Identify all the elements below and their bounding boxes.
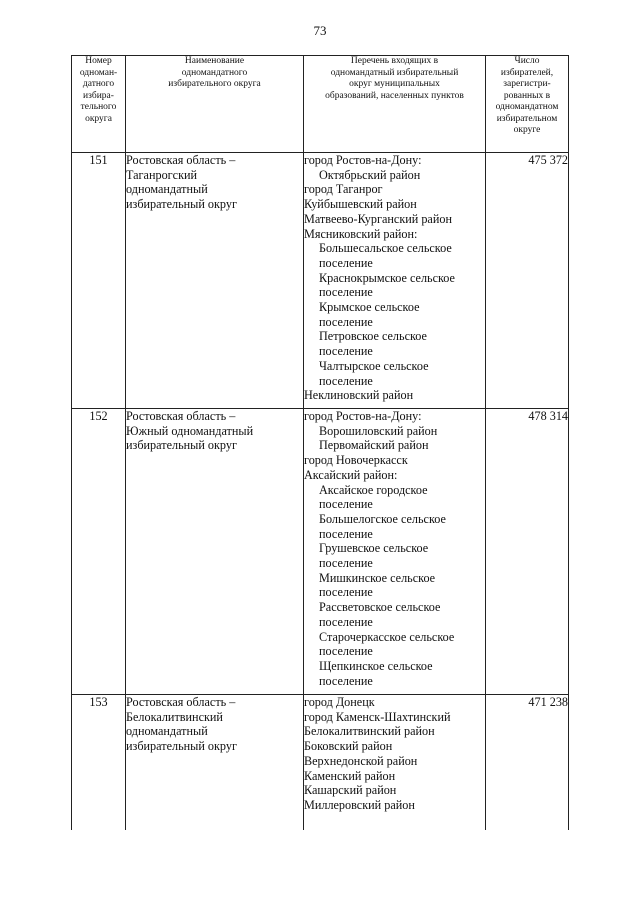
municipality-item: Верхнедонской район — [304, 753, 418, 768]
voter-count: 478 314 — [486, 409, 569, 695]
municipality-item: поселение — [319, 644, 373, 659]
district-name — [126, 409, 304, 695]
municipality-item: поселение — [319, 673, 373, 688]
municipality-item: поселение — [319, 373, 373, 388]
municipality-item: Миллеровский район — [304, 797, 415, 812]
municipality-item: Грушевское сельское — [319, 541, 429, 556]
header-line: Число — [514, 56, 540, 66]
municipality-item: город Каменск-Шахтинский — [304, 709, 451, 724]
municipality-item: поселение — [319, 556, 373, 571]
header-line: Перечень входящих в — [350, 56, 439, 66]
municipality-item: поселение — [319, 344, 373, 359]
district-name-line: избирательный округ — [126, 739, 237, 754]
municipality-item: поселение — [319, 585, 373, 600]
municipality-item: поселение — [319, 526, 373, 541]
municipality-item: город Таганрог — [304, 182, 383, 197]
municipality-item: Куйбышевский район — [304, 197, 417, 212]
header-line: одномандатный избирательный — [330, 67, 459, 78]
district-number: 152 — [72, 409, 126, 695]
municipality-item: Первомайский район — [319, 438, 429, 453]
municipality-item: Большелогское сельское — [319, 511, 446, 526]
municipality-item: город Ростов-на-Дону: — [304, 153, 422, 167]
municipality-item: Матвеево-Курганский район — [304, 211, 452, 226]
voter-count: 471 238 — [486, 695, 569, 831]
municipality-item: Чалтырское сельское — [319, 358, 429, 373]
municipality-list — [304, 695, 486, 831]
district-name-line: Таганрогский — [126, 167, 198, 182]
municipality-item: Старочеркасское сельское — [319, 629, 455, 644]
municipality-item: город Ростов-на-Дону: — [304, 409, 422, 423]
header-line: одномандатном — [495, 102, 559, 112]
header-line: округ муниципальных — [349, 79, 440, 89]
municipality-item: поселение — [319, 497, 373, 512]
header-line: избирательном — [496, 113, 558, 124]
municipality-item: город Донецк — [304, 695, 375, 709]
header-line: избирателей, — [500, 67, 554, 78]
header-line: зарегистри- — [503, 79, 551, 89]
district-number: 151 — [72, 153, 126, 409]
header-municipalities — [304, 56, 486, 153]
district-name-line: Белокалитвинский — [126, 709, 223, 724]
municipality-item: Крымское сельское — [319, 300, 420, 315]
header-line: рованных в — [503, 90, 551, 101]
district-name — [126, 153, 304, 409]
municipality-item: Ворошиловский район — [319, 423, 438, 438]
header-line: тельного — [80, 102, 117, 112]
municipality-item: Петровское сельское — [319, 329, 427, 344]
municipality-item: Боковский район — [304, 739, 393, 754]
header-line: одноман- — [79, 67, 118, 78]
voter-count: 475 372 — [486, 153, 569, 409]
municipality-item: поселение — [319, 314, 373, 329]
table-header-row — [72, 56, 569, 153]
header-line: округе — [513, 125, 541, 135]
header-line: округа — [85, 113, 112, 124]
municipality-item: Краснокрымское сельское — [319, 270, 455, 285]
municipality-item: поселение — [319, 255, 373, 270]
municipality-item: Аксайский район: — [304, 467, 398, 482]
municipality-item: Рассветовское сельское — [319, 600, 441, 615]
district-name-line: избирательный округ — [126, 197, 237, 212]
municipality-item: поселение — [319, 614, 373, 629]
header-voter-count — [486, 56, 569, 153]
municipality-item: Кашарский район — [304, 783, 397, 798]
municipality-item: Мясниковский район: — [304, 226, 418, 241]
municipality-item: город Новочеркасск — [304, 453, 408, 468]
district-name-line: избирательный округ — [126, 438, 237, 453]
table-row — [72, 409, 569, 695]
municipality-item: Октябрьский район — [319, 167, 421, 182]
municipality-item: Большесальское сельское — [319, 241, 452, 256]
district-name-line: Южный одномандатный — [126, 423, 254, 438]
districts-table — [71, 55, 569, 830]
table-row — [72, 153, 569, 409]
header-line: датного — [82, 79, 115, 89]
district-name-line: одномандатный — [126, 724, 208, 739]
header-district-name — [126, 56, 304, 153]
header-line: Номер — [85, 56, 112, 66]
district-name-line: Ростовская область – — [126, 409, 236, 423]
municipality-item: Неклиновский район — [304, 388, 414, 403]
header-line: Наименование — [184, 56, 245, 66]
municipality-item: Щепкинское сельское — [319, 658, 433, 673]
header-line: избира- — [83, 90, 114, 101]
page-number: 73 — [313, 23, 327, 38]
municipality-list — [304, 153, 486, 409]
district-name — [126, 695, 304, 831]
table-row — [72, 695, 569, 831]
district-name-line: Ростовская область – — [126, 695, 236, 709]
municipality-item: Каменский район — [304, 768, 396, 783]
district-name-line: Ростовская область – — [126, 153, 236, 167]
municipality-item: Аксайское городское — [319, 482, 428, 497]
header-district-number — [72, 56, 126, 153]
header-line: образований, населенных пунктов — [325, 90, 464, 101]
header-line: одномандатного — [181, 67, 248, 78]
municipality-list — [304, 409, 486, 695]
municipality-item: поселение — [319, 285, 373, 300]
district-name-line: одномандатный — [126, 182, 208, 197]
header-line: избирательного округа — [168, 79, 261, 89]
municipality-item: Белокалитвинский район — [304, 724, 435, 739]
district-number: 153 — [72, 695, 126, 831]
municipality-item: Мишкинское сельское — [319, 570, 436, 585]
